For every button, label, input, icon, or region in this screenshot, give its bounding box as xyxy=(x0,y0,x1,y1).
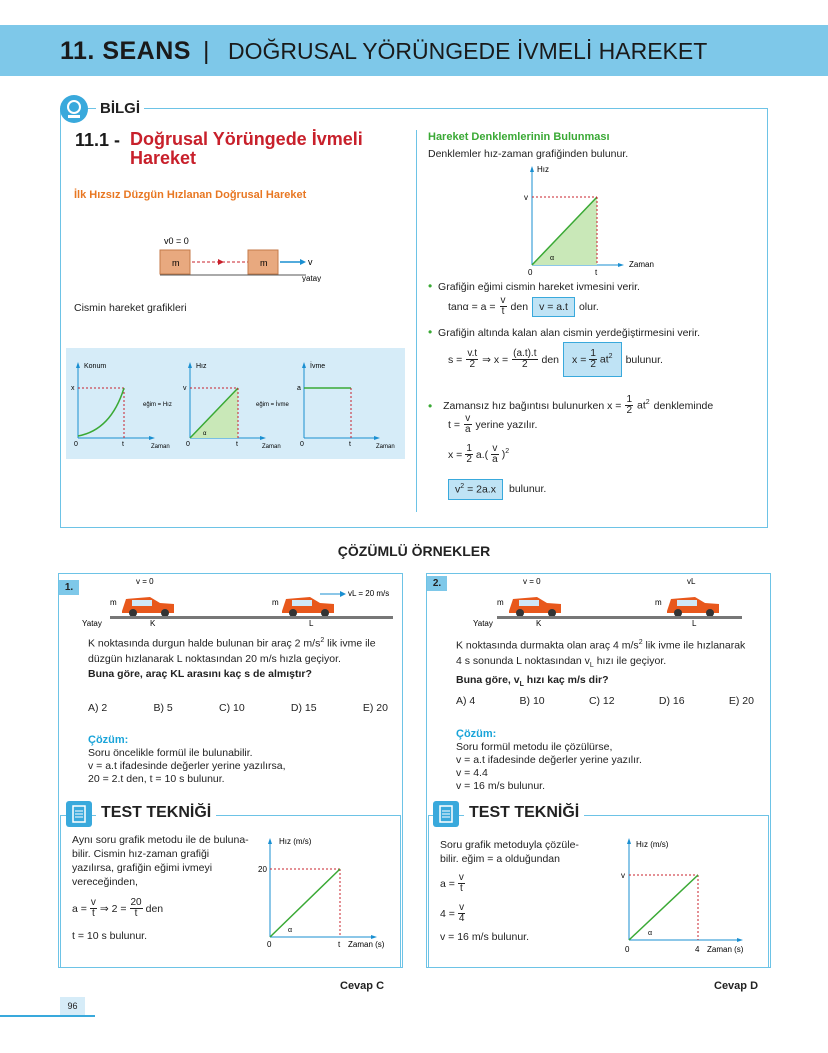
zero-2: 0 xyxy=(186,441,190,448)
session-number: 11. SEANS xyxy=(60,37,191,65)
q2-graph-zero: 0 xyxy=(625,945,630,954)
t-3: t xyxy=(349,441,351,448)
zaman-3: Zaman xyxy=(376,444,395,450)
q1-text: K noktasında durgun halde bulunan bir araç 2 $m/s^2$ lik ivme ile düzgün hızlanarak L noktasından 20 m/s hızla geçiyor. Buna göre, araç KL arasını kaç s de almıştır? xyxy=(88,637,376,680)
q1-test-label: TEST TEKNİĞİ xyxy=(96,804,216,822)
final-box: $v^2 = 2a.x$ xyxy=(448,479,503,500)
graph-t: t xyxy=(595,268,598,277)
yatay-label: yatay xyxy=(302,274,322,282)
velocity-label: v xyxy=(308,257,313,267)
zero-3: 0 xyxy=(300,441,304,448)
equations-intro: Denklemler hız-zaman grafiğinden bulunur. xyxy=(428,148,629,160)
q2-graph xyxy=(614,832,759,957)
q2-graph-alpha: α xyxy=(648,930,653,937)
q1-answer: Cevap C xyxy=(340,980,385,992)
q2-l: L xyxy=(692,619,697,628)
q2-yatay: Yatay xyxy=(473,619,493,628)
q1-option-b: B) 5 xyxy=(153,702,173,714)
zero-1: 0 xyxy=(74,441,78,448)
alpha-1: α xyxy=(203,431,207,437)
q1-option-c: C) 10 xyxy=(219,702,245,714)
ivme-label: İvme xyxy=(310,363,326,370)
bullet-timeless: • Zamansız hız bağıntısı bulunurken x = $\frac{1}{2}$ $at^2$ denkleminde xyxy=(428,394,714,416)
t-1: t xyxy=(122,441,124,448)
q2-v0: v = 0 xyxy=(523,577,541,586)
graph-alpha: α xyxy=(550,255,555,262)
q1-graph-y: 20 xyxy=(258,865,267,874)
q1-option-e: E) 20 xyxy=(362,702,388,714)
bullet-area: • Grafiğin altında kalan alan cismin yerdeğiştirmesini verir. xyxy=(428,325,701,339)
subheading: İlk Hızsız Düzgün Hızlanan Doğrusal Hareket xyxy=(74,189,307,201)
ground-2 xyxy=(497,616,742,619)
q2-graph-xlabel: Zaman (s) xyxy=(707,945,744,954)
mass-label-2: m xyxy=(260,258,268,268)
q2-eq2: 4 = $\frac{v}{4}$ xyxy=(440,902,465,924)
q1-k: K xyxy=(150,619,156,628)
solved-examples-heading: ÇÖZÜMLÜ ÖRNEKLER xyxy=(337,543,491,559)
q1-solution: Soru öncelikle formül ile bulunabilir. v = a.t ifadesinde değerler yerine yazılırsa, 20 = 2.t den, t = 10 s bulunur. xyxy=(88,747,286,785)
v-label: v xyxy=(183,385,187,392)
question-1-number: 1. xyxy=(59,580,79,595)
q1-graph-t: t xyxy=(338,940,341,949)
info-label: BİLGİ xyxy=(96,100,144,117)
question-2-number: 2. xyxy=(427,576,447,591)
final-equation: $v^2 = 2a.x$ bulunur. xyxy=(448,479,546,500)
q2-option-e: E) 20 xyxy=(728,695,754,707)
motion-diagram xyxy=(150,232,330,282)
q2-option-c: C) 12 xyxy=(588,695,615,707)
q1-options xyxy=(88,702,388,714)
q1-test-equation: a = $\frac{v}{t}$ ⇒ 2 = $\frac{20}{t}$ den xyxy=(72,897,164,919)
q2-m2: m xyxy=(655,598,662,607)
q2-option-a: A) 4 xyxy=(456,695,476,707)
motion-graphs xyxy=(66,348,405,459)
q2-diagram xyxy=(445,573,765,628)
section-number: 11.1 - xyxy=(75,130,121,150)
graph-v: v xyxy=(524,193,528,202)
q2-answer: Cevap D xyxy=(714,980,759,992)
egim-hiz: eğim = Hız xyxy=(143,402,172,408)
q2-test-result: v = 16 m/s bulunur. xyxy=(440,931,530,943)
a-label: a xyxy=(297,385,301,392)
q2-cozum-label: Çözüm: xyxy=(456,728,497,740)
x-substitution: x = $\frac{1}{2}$ a.( $\frac{v}{a}$ )$^2$ xyxy=(448,443,510,465)
page-number-line xyxy=(0,1015,95,1017)
t-2: t xyxy=(236,441,238,448)
q1-graph-zero: 0 xyxy=(267,940,272,949)
header-separator: | xyxy=(203,37,210,65)
konum-label: Konum xyxy=(84,363,107,370)
q2-option-b: B) 10 xyxy=(519,695,545,707)
x-label: x xyxy=(71,385,75,392)
q1-cozum-label: Çözüm: xyxy=(88,734,129,746)
q2-test-label: TEST TEKNİĞİ xyxy=(464,804,584,822)
graph-hiz: Hız xyxy=(537,165,549,174)
q1-graph-alpha: α xyxy=(288,927,293,934)
bullet-slope: • Grafiğin eğimi cismin hareket ivmesini verir. xyxy=(428,279,640,293)
q1-v0: v = 0 xyxy=(136,577,154,586)
q1-option-a: A) 2 xyxy=(88,702,108,714)
q2-vl: vL xyxy=(687,577,696,586)
page-number: 96 xyxy=(60,997,85,1015)
zaman-1: Zaman xyxy=(151,444,170,450)
velocity-time-graph xyxy=(515,160,665,278)
notebook-icon-2 xyxy=(433,801,459,827)
t-substitution: t = $\frac{v}{a}$ yerine yazılır. xyxy=(448,413,538,435)
q2-solution: Soru formül metodu ile çözülürse, v = a.t ifadesinde değerler yerine yazılır. v = 4.4 v = 16 m/s bulunur. xyxy=(456,741,642,792)
q2-text: K noktasında durmakta olan araç 4 $m/s^2$ lik ivme ile hızlanarak 4 s sonunda L noktasından $v_L$ hızı ile geçiyor. Buna göre, $v_L$ hızı kaç m/s dir? xyxy=(456,639,746,688)
q2-graph-ylabel: Hız (m/s) xyxy=(636,840,669,849)
section-title: Doğrusal Yörüngede İvmeli Hareket xyxy=(130,129,363,168)
q2-eq1: a = $\frac{v}{t}$ xyxy=(440,872,464,894)
info-globe-icon xyxy=(60,95,88,123)
q1-graph-ylabel: Hız (m/s) xyxy=(279,837,312,846)
q1-test-result: t = 10 s bulunur. xyxy=(72,930,148,942)
displacement-equation: s = $\frac{v.t}{2}$ ⇒ x = $\frac{(a.t).t}{2}$ den x = $\frac{1}{2}$ $at^2$ bulunur. xyxy=(448,342,663,377)
q2-option-d: D) 16 xyxy=(658,695,685,707)
q1-diagram xyxy=(80,573,400,628)
hiz-label: Hız xyxy=(196,363,207,370)
q2-graph-y: v xyxy=(621,871,625,880)
q1-m2: m xyxy=(272,598,279,607)
displacement-box: x = $\frac{1}{2}$ $at^2$ xyxy=(563,342,622,377)
graphs-caption: Cismin hareket grafikleri xyxy=(74,302,187,314)
v0-label: v0 = 0 xyxy=(164,236,189,246)
equations-heading: Hareket Denklemlerinin Bulunması xyxy=(428,131,610,143)
q1-graph xyxy=(255,832,395,952)
q1-option-d: D) 15 xyxy=(290,702,317,714)
position-curve xyxy=(78,388,124,436)
graph-zero: 0 xyxy=(528,268,533,277)
q1-test-text: Aynı soru grafik metodu ile de buluna- bilir. Cismin hız-zaman grafiği yazılırsa, grafiğin eğimi ivmeyi vereceğinden, xyxy=(72,834,249,888)
arrow-mid xyxy=(218,259,224,265)
q2-graph-t: 4 xyxy=(695,945,700,954)
q1-yatay: Yatay xyxy=(82,619,102,628)
info-divider xyxy=(416,130,417,512)
q2-m1: m xyxy=(497,598,504,607)
q2-k: K xyxy=(536,619,542,628)
page-title: DOĞRUSAL YÖRÜNGEDE İVMELİ HAREKET xyxy=(228,38,708,64)
q1-vl: vL = 20 m/s xyxy=(348,589,390,598)
tan-box: v = a.t xyxy=(532,297,575,317)
notebook-icon xyxy=(66,801,92,827)
zaman-2: Zaman xyxy=(262,444,281,450)
q1-graph-xlabel: Zaman (s) xyxy=(348,940,385,949)
mass-label-1: m xyxy=(172,258,180,268)
tan-equation: tanα = a = $\frac{v}{t}$ den v = a.t olur. xyxy=(448,295,599,317)
q2-options xyxy=(456,695,754,707)
q1-l: L xyxy=(309,619,314,628)
graph-zaman: Zaman xyxy=(629,260,654,269)
egim-ivme: eğim = İvme xyxy=(256,402,289,408)
q1-m1: m xyxy=(110,598,117,607)
q2-test-text: Soru grafik metoduyla çözüle- bilir. eğim = a olduğundan xyxy=(440,839,579,865)
